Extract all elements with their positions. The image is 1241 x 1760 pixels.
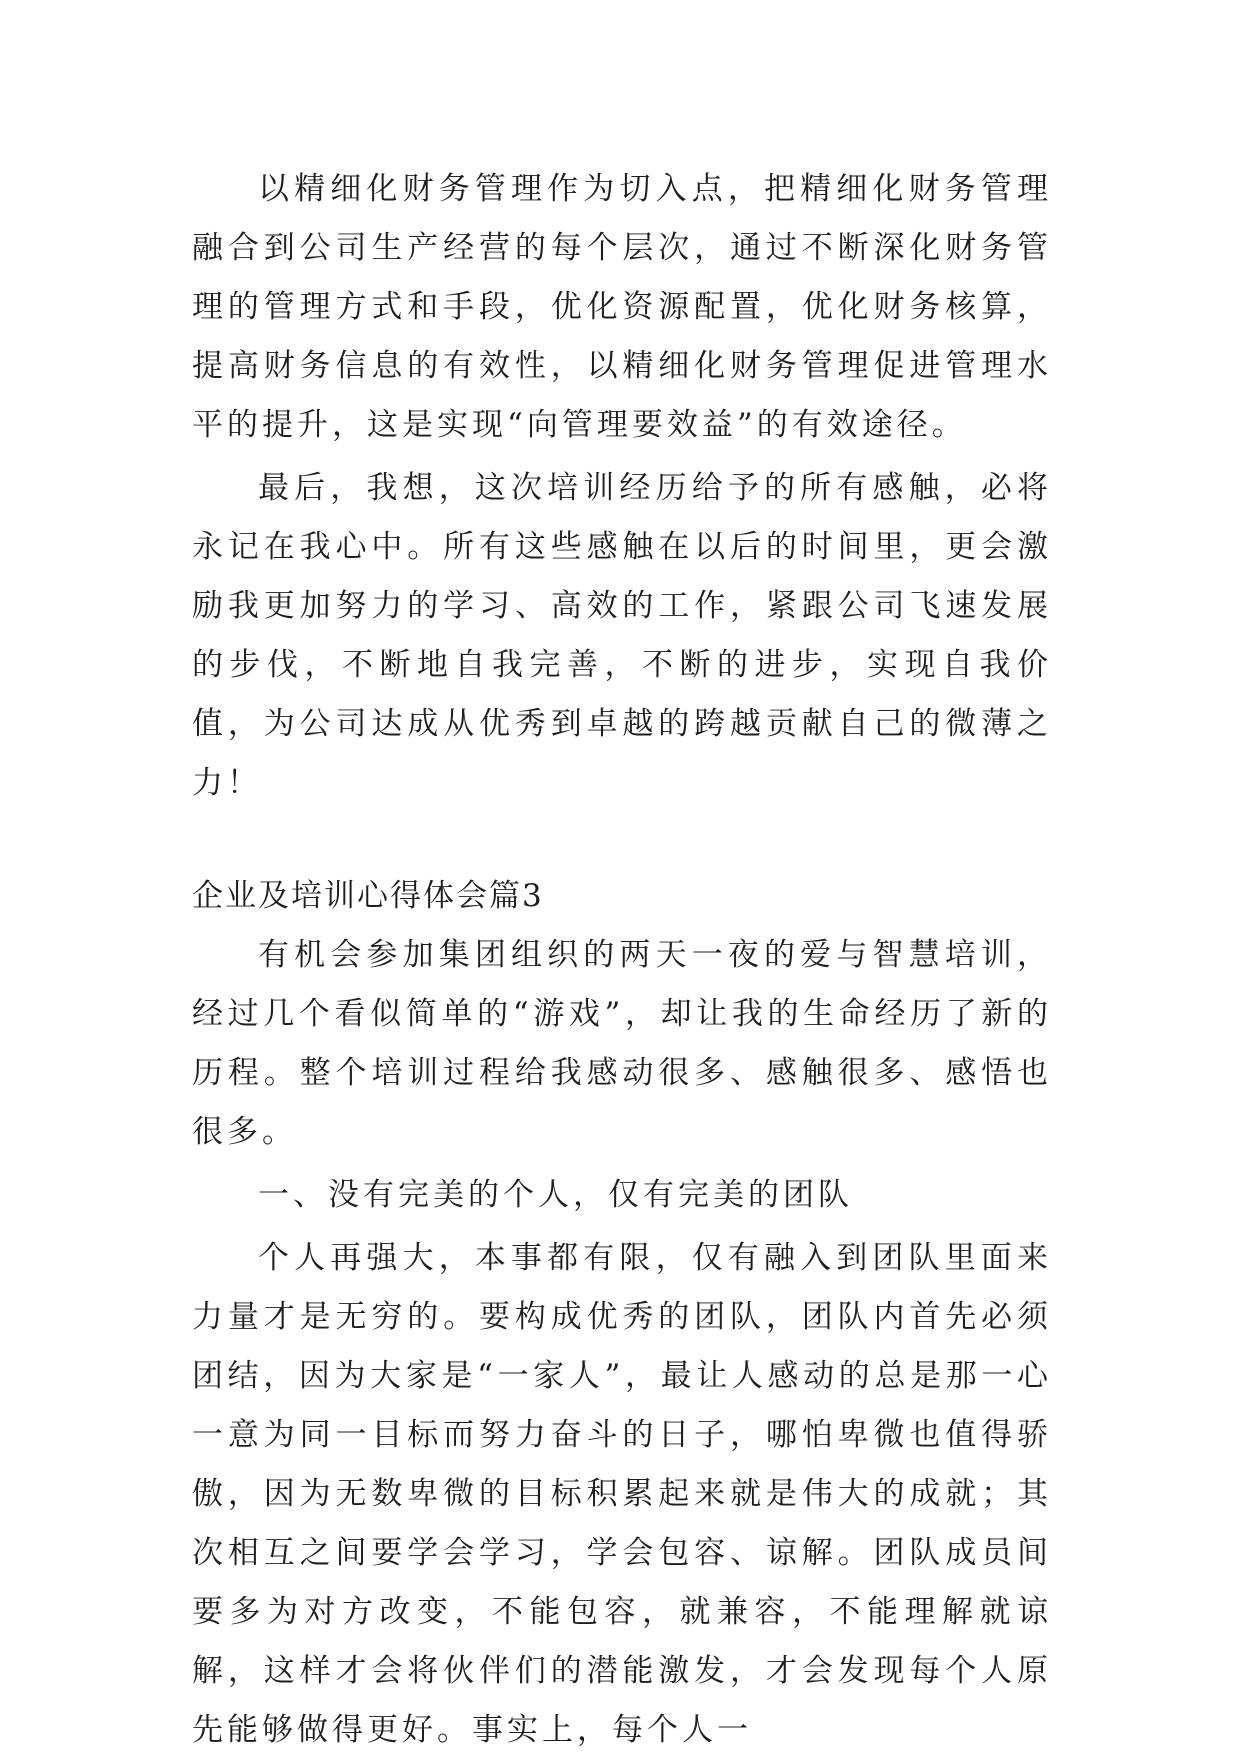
paragraph-intro: 有机会参加集团组织的两天一夜的爱与智慧培训，经过几个看似简单的“游戏”，却让我的生命经历了新的历程。整个培训过程给我感动很多、感触很多、感悟也很多。	[192, 937, 1052, 1150]
section-title: 企业及培训心得体会篇3	[192, 878, 544, 914]
paragraph-teamwork: 个人再强大，本事都有限，仅有融入到团队里面来力量才是无穷的。要构成优秀的团队，团队内首先必须团结，因为大家是“一家人”，最让人感动的总是那一心一意为同一目标而努力奋斗的日子，哪怕卑微也值得骄傲，因为无数卑微的目标积累起来就是伟大的成就；其次相互之间要学会学习，学会包容、谅解。团队成员间要多为对方改变，不能包容，就兼容，不能理解就谅解，这样才会将伙伴们的潜能激发，才会发现每个人原先能够做得更好。事实上，每个人一	[192, 1240, 1052, 1748]
document-page	[192, 160, 1052, 1760]
paragraph-finance: 以精细化财务管理作为切入点，把精细化财务管理融合到公司生产经营的每个层次，通过不断深化财务管理的管理方式和手段，优化资源配置，优化财务核算，提高财务信息的有效性，以精细化财务管理促进管理水平的提升，这是实现“向管理要效益”的有效途径。	[192, 171, 1052, 443]
paragraph-subheading: 一、没有完美的个人，仅有完美的团队	[258, 1177, 853, 1213]
paragraph-conclusion: 最后，我想，这次培训经历给予的所有感触，必将永记在我心中。所有这些感触在以后的时间里，更会激励我更加努力的学习、高效的工作，紧跟公司飞速发展的步伐，不断地自我完善，不断的进步，实现自我价值，为公司达成从优秀到卓越的跨越贡献自己的微薄之力！	[192, 470, 1052, 801]
